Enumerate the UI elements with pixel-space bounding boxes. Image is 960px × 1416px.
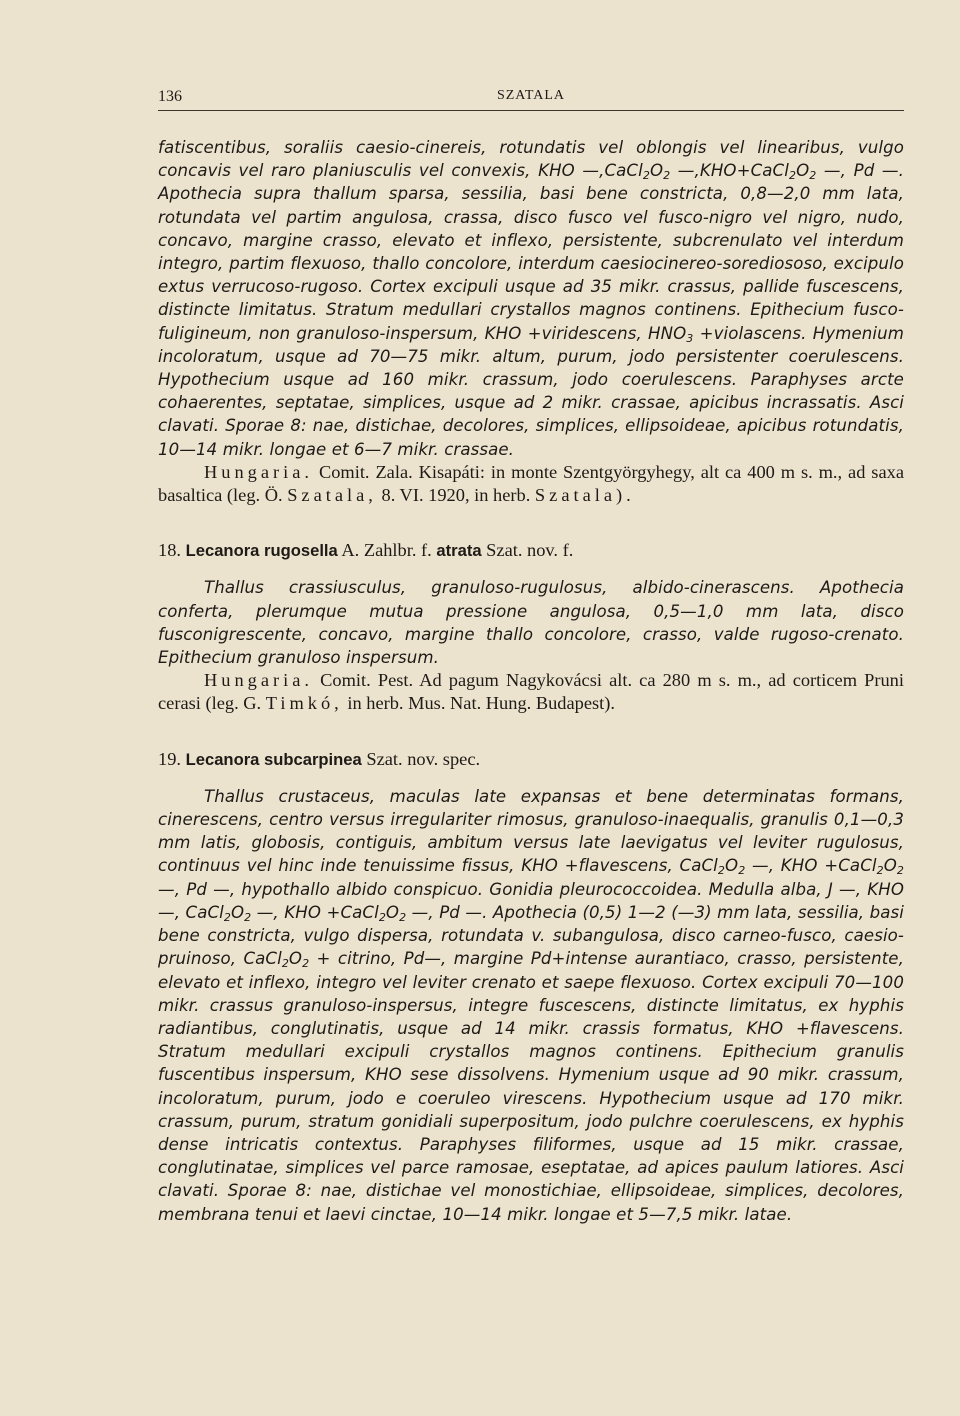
entry18-heading: 18. Lecanora rugosella A. Zahlbr. f. atrata Szat. nov. f. [158,540,574,561]
entry17-locality: Hungaria. Comit. Zala. Kisapáti: in monte Szentgyörgyhegy, alt ca 400 m s. m., ad saxa basaltica (leg. Ö. Szatala, 8. VI. 1920, in herb. Szatala). [158,461,904,506]
entry18-description: Thallus crassiusculus, granuloso-rugulosus, albido-cinerascens. Apothecia conferta, plerumque mutua pressione angulosa, 0,5—1,0 mm lata, disco fusconigrescente, concavo, margine thallo concolore, crasso, valde rugoso-crenato. Epithecium granuloso inspersum. [158,578,904,668]
entry18-taxon-name: Lecanora rugosella [185,541,338,561]
page-number: 136 [158,88,182,105]
page-body [158,136,904,1226]
entry17-description: fatiscentibus, soraliis caesio-cinereis, rotundatis vel oblongis vel linearibus, vulgo concavis vel raro planiusculis vel convexis, KHO $—,CaCl_2O_2$ $—,KHO+CaCl_2O_2$ —, Pd —. Apothecia supra thallum sparsa, sessilia, basi bene constricta, 0,8—2,0 mm lata, rotundata vel partim angulosa, crassa, disco fusco vel fusco-nigro vel nigro, nudo, concavo, margine crasso, elevato et inflexo, persistente, subcrenulato vel interdum integro, partim flexuoso, thallo concolore, interdum caesiocinereo-sorediososo, excipulo extus verrucoso-rugoso. Cortex excipuli usque ad 35 mikr. crassus, pallide fuscescens, distincte limitatus. Stratum medullari crystallos magnos continens. Epithecium fusco-fuligineum, non granuloso-inspersum, KHO +viridescens, $HNO_3$ +violascens. Hymenium incoloratum, usque ad 70—75 mikr. altum, purum, jodo persistenter coerulescens. Hypothecium usque ad 160 mikr. crassum, jodo coerulescens. Paraphyses arcte cohaerentes, septatae, simplices, usque ad 2 mikr. crassae, apicibus incrassatis. Asci clavati. Sporae 8: nae, distichae, decolores, simplices, ellipsoideae, apicibus rotundatis, 10—14 mikr. longae et 6—7 mikr. crassae. [158,138,904,459]
entry19-description: Thallus crustaceus, maculas late expansas et bene determinatas formans, cinerescens, centro versus irregulariter rimosus, granuloso-inaequalis, granulis 0,1—0,3 mm latis, globosis, contiguis, ambitum versus late laevigatus vel leviter rugulosus, continuus vel hinc inde tenuissime fissus, KHO +flavescens, $CaCl_2O_2$ —, KHO $+CaCl_2O_2$ —, Pd —, hypothallo albido conspicuo. Gonidia pleurococcoidea. Medulla alba, J —, KHO —, $CaCl_2O_2$ —, KHO $+CaCl_2O_2$ —, Pd —. Apothecia (0,5) 1—2 (—3) mm lata, sessilia, basi bene constricta, vulgo dispersa, rotundata v. subangulosa, disco carneo-fusco, caesio-pruinoso, $CaCl_2O_2$ + citrino, Pd—, margine Pd+intense aurantiaco, crasso, persistente, elevato et inflexo, integro vel leviter crenato et saepe flexuoso. Cortex excipuli 70—100 mikr. crassus granuloso-inspersus, integre fuscescens, distincte limitatus, ex hyphis radiantibus, conglutinatis, usque ad 14 mikr. crassis formatus, KHO +flavescens. Stratum medullari excipuli crystallos magnos continens. Epithecium granulis fuscentibus inspersum, KHO sese dissolvens. Hymenium usque ad 90 mikr. crassum, incoloratum, purum, jodo e coeruleo virescens. Hypothecium usque ad 170 mikr. crassum, purum, stratum gonidiali superpositum, jodo pulchre coerulescens, ex hyphis dense intricatis contextus. Paraphyses filiformes, usque ad 15 mikr. crassae, conglutinatae, simplices vel parce ramosae, eseptatae, ad apices paulum latiores. Asci clavati. Sporae 8: nae, distichae vel monostichiae, ellipsoideae, simplices, decolores, membrana tenui et laevi cinctae, 10—14 mikr. longae et 5—7,5 mikr. latae. [158,786,904,1224]
entry19-taxon-name: Lecanora subcarpinea [185,749,362,769]
page-header [158,88,904,111]
entry19-heading: 19. Lecanora subcarpinea Szat. nov. spec. [158,748,481,769]
running-title: SZATALA [496,88,566,103]
entry18-locality: Hungaria. Comit. Pest. Ad pagum Nagykovácsi alt. ca 280 m s. m., ad corticem Pruni cerasi (leg. G. Timkó, in herb. Mus. Nat. Hung. Budapest). [158,670,904,714]
